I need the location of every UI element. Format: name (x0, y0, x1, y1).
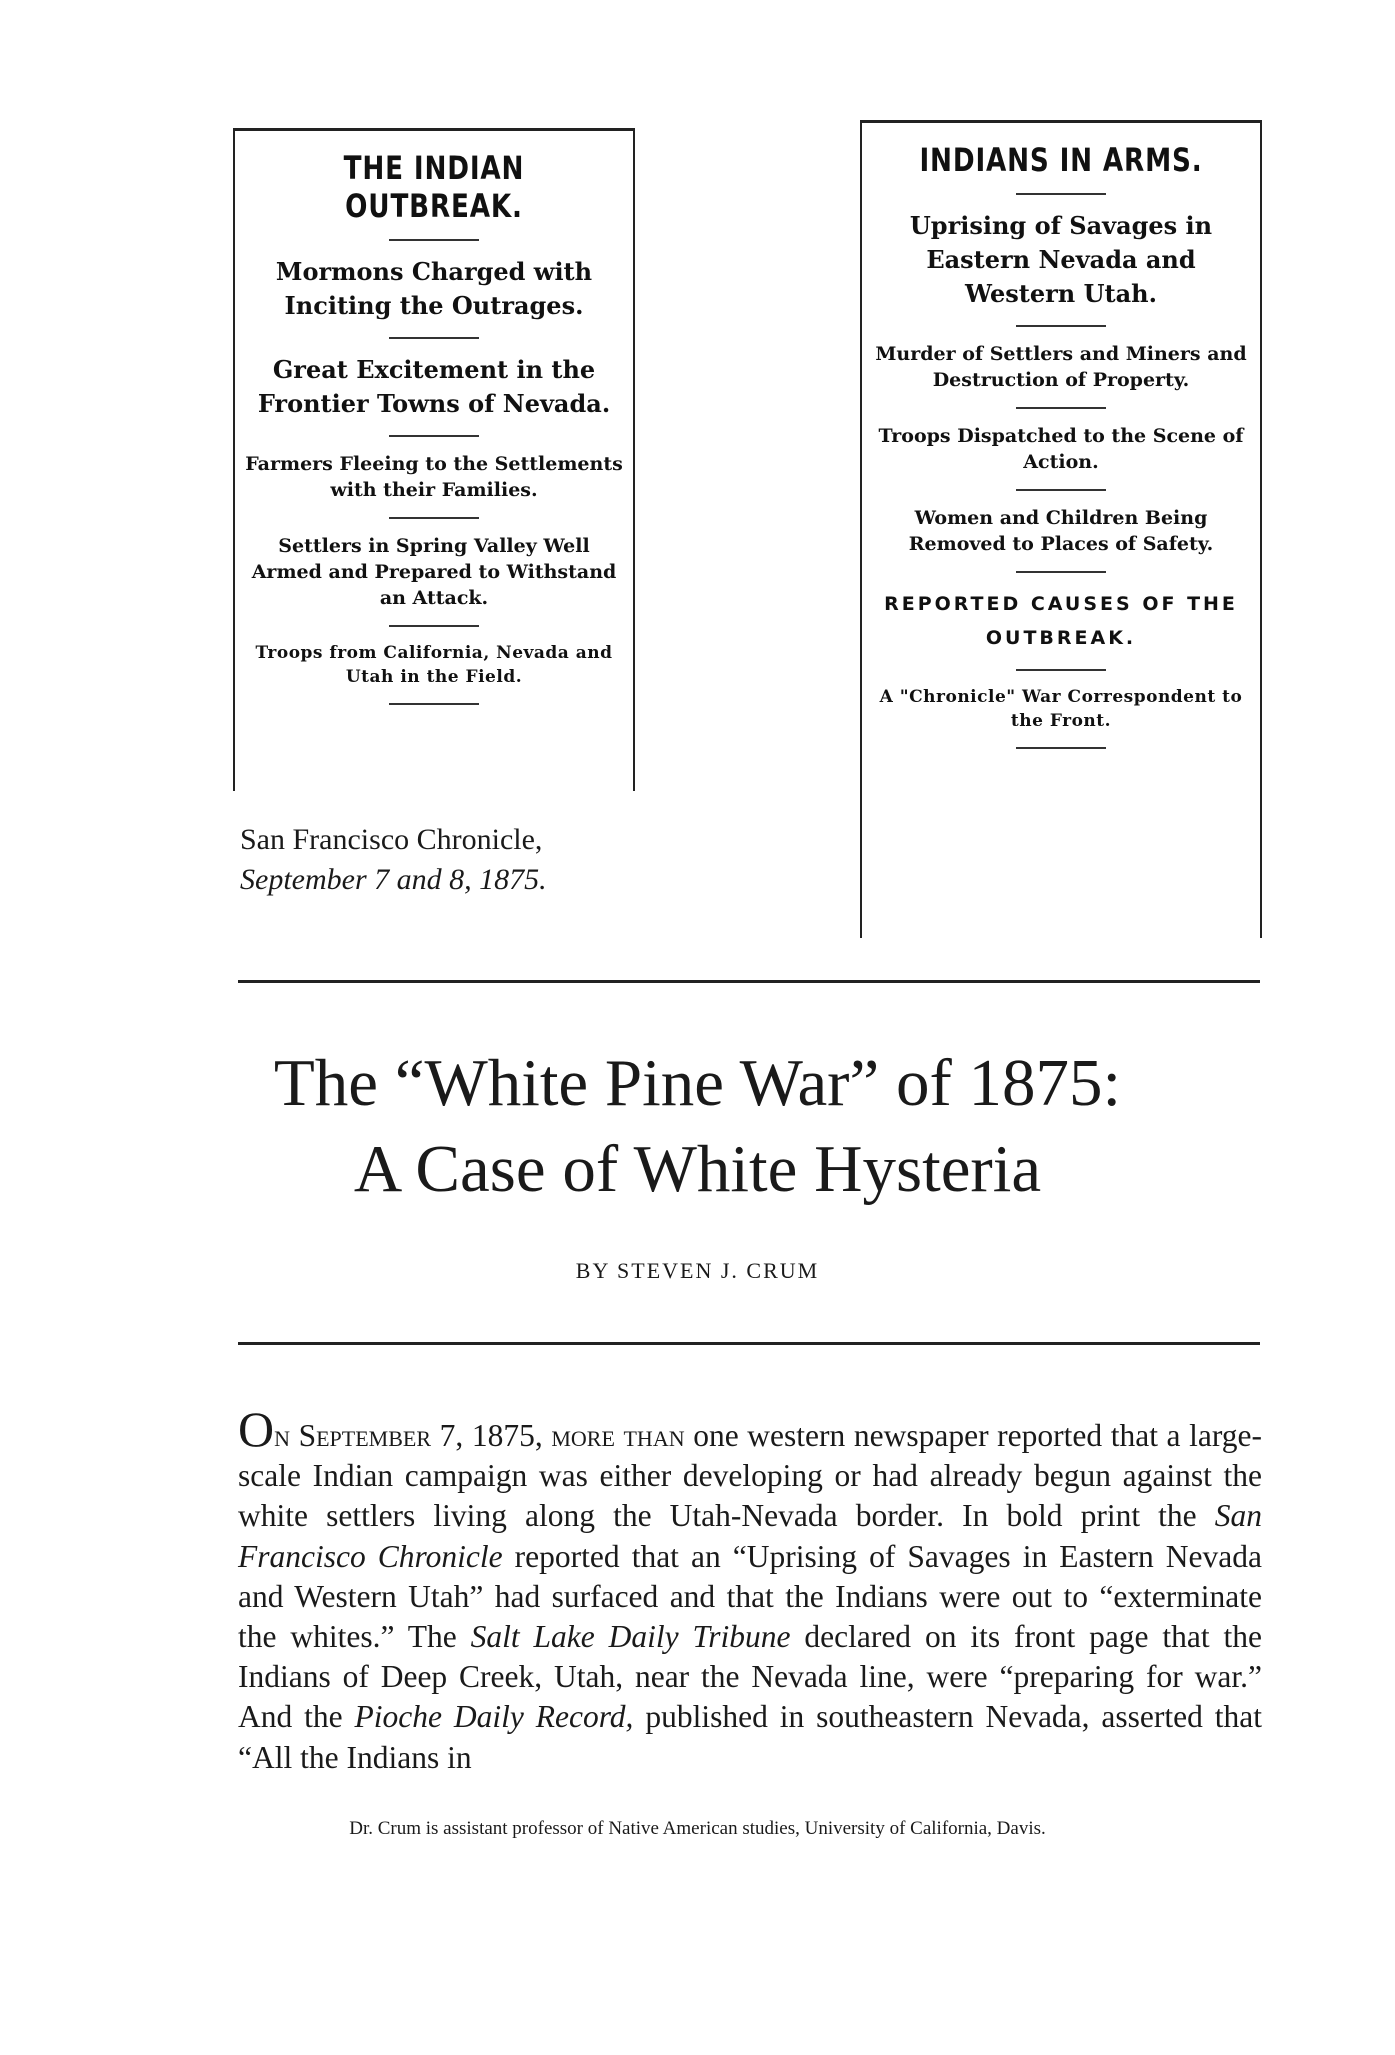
clipping-headline: INDIANS IN ARMS. (919, 141, 1203, 179)
clipping-deck: Murder of Settlers and Miners and Destruction of Property. (875, 343, 1247, 391)
clipping-headline: THE INDIAN OUTBREAK. (343, 149, 525, 225)
divider (389, 625, 479, 627)
newspaper-clipping-left (233, 128, 635, 791)
publication-name: Salt Lake Daily Tribune (470, 1619, 791, 1655)
clipping-deck: Mormons Charged with Inciting the Outrages. (275, 257, 593, 320)
clipping-deck: Troops from California, Nevada and Utah in the Field. (255, 643, 613, 687)
clipping-deck: Settlers in Spring Valley Well Armed and Prepared to Withstand an Attack. (251, 535, 617, 609)
divider (1016, 325, 1106, 327)
newspaper-clipping-right (860, 120, 1262, 938)
title-line: A Case of White Hysteria (353, 1132, 1042, 1206)
article-title (0, 1040, 1395, 1212)
byline: BY STEVEN J. CRUM (575, 1258, 820, 1283)
divider (389, 239, 479, 241)
clipping-deck: Uprising of Savages in Eastern Nevada and Western Utah. (909, 211, 1213, 308)
divider (1016, 571, 1106, 573)
divider (1016, 669, 1106, 671)
divider (389, 517, 479, 519)
clipping-deck: Women and Children Being Removed to Places of Safety. (908, 507, 1214, 555)
divider (1016, 193, 1106, 195)
title-line: The “White Pine War” of 1875: (273, 1046, 1122, 1120)
divider (1016, 747, 1106, 749)
caption-date: September 7 and 8, 1875. (240, 863, 547, 896)
publication-name: San Francisco Chronicle (238, 1498, 1262, 1574)
clipping-deck: A "Chronicle" War Correspondent to the Front. (879, 687, 1243, 731)
divider (1016, 489, 1106, 491)
divider (389, 435, 479, 437)
body-text: published in southeastern Nevada, asserted that “All the Indians in (238, 1699, 1263, 1775)
article-body (238, 1401, 1263, 1778)
bottom-rule (238, 1342, 1260, 1345)
clipping-caption (240, 820, 620, 900)
opening-smallcaps: n September 7, 1875, more than (274, 1418, 685, 1453)
clipping-deck: Great Excitement in the Frontier Towns of Nevada. (257, 355, 611, 418)
body-text: reported that an “Uprising of Savages in Eastern Nevada and Western Utah” had surfaced and that the Indians were out to “exterminate the whites.” The (238, 1538, 1262, 1655)
author-footnote: Dr. Crum is assistant professor of Native American studies, University of California, Davis. (349, 1818, 1046, 1839)
divider (389, 703, 479, 705)
divider (1016, 407, 1106, 409)
body-text: one western newspaper reported that a large-scale Indian campaign was either developing or had already begun against the white settlers living along the Utah-Nevada border. In bold print the (238, 1418, 1263, 1534)
drop-cap: O (238, 1401, 275, 1457)
clipping-deck: Troops Dispatched to the Scene of Action. (878, 425, 1244, 473)
clipping-deck: Farmers Fleeing to the Settlements with their Families. (245, 453, 623, 501)
divider (389, 337, 479, 339)
publication-name: Pioche Daily Record, (354, 1699, 634, 1735)
clipping-deck: REPORTED CAUSES OF THE OUTBREAK. (884, 593, 1238, 649)
top-rule (238, 980, 1260, 983)
body-text: declared on its front page that the Indians of Deep Creek, Utah, near the Nevada line, were “preparing for war.” And the (238, 1619, 1263, 1735)
caption-source: San Francisco Chronicle, (240, 823, 543, 856)
